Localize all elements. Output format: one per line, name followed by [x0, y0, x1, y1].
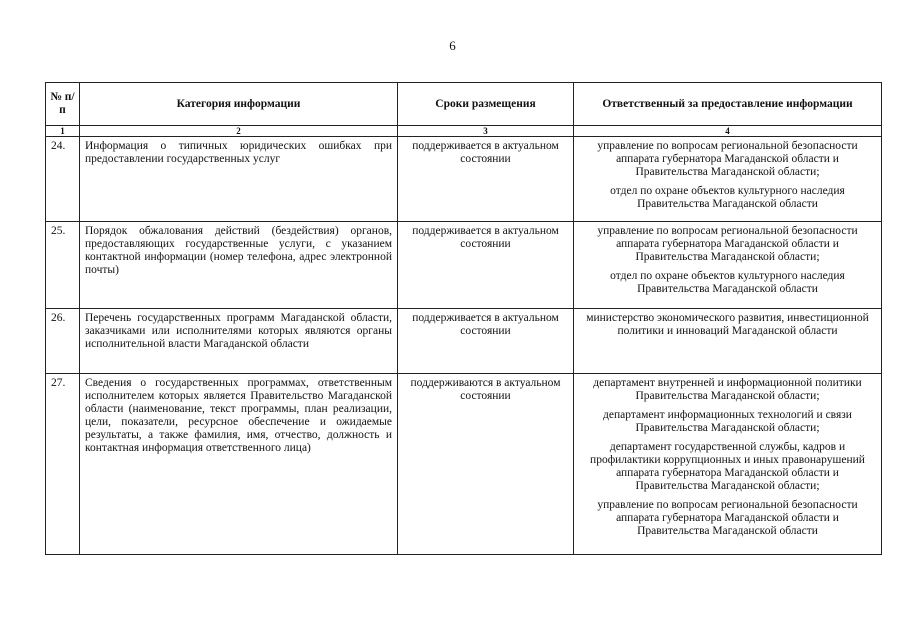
responsible-entry: управление по вопросам региональной безопасности аппарата губернатора Магаданской области и Правительства Магаданской области;	[597, 140, 858, 178]
row-category: Информация о типичных юридических ошибках при предоставлении государственных услуг	[80, 137, 398, 222]
responsible-entry: отдел по охране объектов культурного наследия Правительства Магаданской области	[610, 270, 845, 295]
row-responsible	[574, 137, 882, 222]
row-responsible	[574, 374, 882, 555]
row-terms: поддерживаются в актуальном состоянии	[398, 374, 574, 555]
row-terms: поддерживается в актуальном состоянии	[398, 309, 574, 374]
row-number: 25.	[46, 222, 80, 309]
table-row	[46, 222, 882, 309]
responsible-entry: департамент информационных технологий и связи Правительства Магаданской области;	[603, 409, 852, 434]
row-category: Перечень государственных программ Магаданской области, заказчиками или исполнителями которых являются органы исполнительной власти Магаданской области	[80, 309, 398, 374]
responsible-entry: управление по вопросам региональной безопасности аппарата губернатора Магаданской области и Правительства Магаданской области;	[597, 225, 858, 263]
responsible-entry: министерство экономического развития, инвестиционной политики и инноваций Магаданской области	[586, 312, 869, 337]
table-row	[46, 374, 882, 555]
row-terms: поддерживается в актуальном состоянии	[398, 222, 574, 309]
row-number: 24.	[46, 137, 80, 222]
header-category: Категория информации	[80, 83, 398, 126]
row-category: Порядок обжалования действий (бездействия) органов, предоставляющих государственные услуги, с указанием контактной информации (номер телефона, адрес электронной почты)	[80, 222, 398, 309]
column-number: 3	[398, 126, 574, 137]
row-category: Сведения о государственных программах, ответственным исполнителем которых является Правительство Магаданской области (наименование, текст программы, план реализации, цели, показатели, ресурсное обеспечение и ожидаемые результаты, а также фамилия, имя, отчество, должность и контактная информация ответственного лица)	[80, 374, 398, 555]
responsible-entry: департамент внутренней и информационной политики Правительства Магаданской области;	[593, 377, 862, 402]
row-number: 26.	[46, 309, 80, 374]
page-number: 6	[449, 38, 456, 53]
header-num: № п/п	[46, 83, 80, 126]
header-terms: Сроки размещения	[398, 83, 574, 126]
information-table	[45, 82, 882, 555]
header-responsible: Ответственный за предоставление информации	[574, 83, 882, 126]
column-number-row	[46, 126, 882, 137]
responsible-entry: отдел по охране объектов культурного наследия Правительства Магаданской области	[610, 185, 845, 210]
responsible-entry: департамент государственной службы, кадров и профилактики коррупционных и иных правонарушений аппарата губернатора Магаданской области и Правительства Магаданской области;	[590, 441, 865, 492]
column-number: 4	[574, 126, 882, 137]
row-responsible	[574, 222, 882, 309]
column-number: 2	[80, 126, 398, 137]
column-number: 1	[46, 126, 80, 137]
table-row	[46, 137, 882, 222]
table-header-row	[46, 83, 882, 126]
responsible-entry: управление по вопросам региональной безопасности аппарата губернатора Магаданской области и Правительства Магаданской области	[597, 499, 858, 537]
row-responsible	[574, 309, 882, 374]
row-terms: поддерживается в актуальном состоянии	[398, 137, 574, 222]
row-number: 27.	[46, 374, 80, 555]
table-row	[46, 309, 882, 374]
